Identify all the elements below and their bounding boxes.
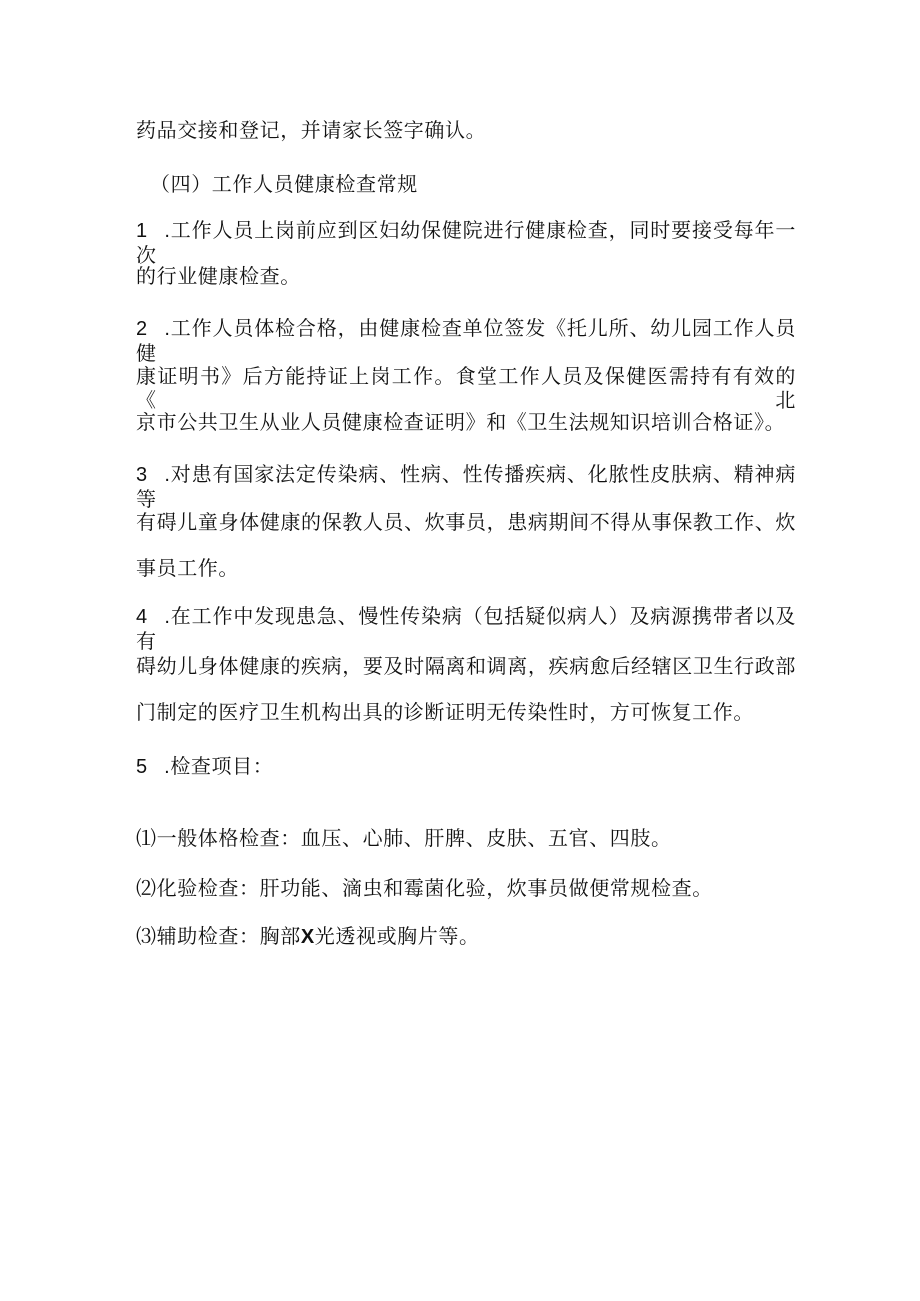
list-item-1 (136, 218, 796, 267)
paragraph-line (136, 118, 796, 142)
paragraph-line (136, 654, 796, 678)
item-separator: . (158, 606, 171, 628)
sub-item-2 (136, 876, 796, 900)
section-heading (150, 172, 810, 196)
list-item-2 (136, 316, 796, 365)
item-text: 有碍儿童身体健康的保教人员、炊事员，患病期间不得从事保教工作、炊 (136, 510, 796, 534)
item-separator: . (158, 220, 171, 242)
item-separator: . (158, 318, 171, 340)
x-ray-letter: X (300, 926, 315, 948)
paragraph-line (136, 410, 796, 434)
paragraph-line (136, 510, 796, 534)
sub-item-3 (136, 924, 796, 949)
item-number: 2 (136, 318, 148, 340)
item-text: 京市公共卫生从业人员健康检查证明》和《卫生法规知识培训合格证》。 (136, 410, 786, 434)
sub-item-text: ⑶辅助检查：胸部 (136, 924, 301, 948)
item-separator: . (158, 756, 171, 778)
paragraph-line (136, 700, 796, 724)
paragraph-line (136, 264, 796, 288)
item-text: 对患有国家法定传染病、性病、性传播疾病、化脓性皮肤病、精神病等 (136, 462, 796, 511)
item-text: 工作人员上岗前应到区妇幼保健院进行健康检查，同时要接受每年一次 (136, 218, 796, 267)
item-number: 1 (136, 220, 148, 242)
section-title: （四）工作人员健康检查常规 (150, 172, 418, 196)
paragraph-line (136, 364, 796, 412)
item-text: 事员工作。 (136, 556, 239, 580)
item-separator: . (158, 464, 171, 486)
list-item-5 (136, 754, 796, 779)
item-text: 门制定的医疗卫生机构出具的诊断证明无传染性时，方可恢复工作。 (136, 700, 754, 724)
item-text: 康证明书》后方能持证上岗工作。食堂工作人员及保健医需持有有效的《北 (136, 364, 796, 412)
list-item-4 (136, 604, 796, 653)
sub-item-1 (136, 826, 796, 850)
sub-item-text: ⑴一般体格检查：血压、心肺、肝脾、皮肤、五官、四肢。 (136, 826, 672, 850)
item-text: 在工作中发现患急、慢性传染病（包括疑似病人）及病源携带者以及有 (136, 604, 796, 653)
text-line: 药品交接和登记，并请家长签字确认。 (136, 118, 487, 142)
item-text: 检查项目： (170, 754, 274, 778)
item-number: 5 (136, 756, 148, 778)
sub-item-text: ⑵化验检查：肝功能、滴虫和霉菌化验，炊事员做便常规检查。 (136, 876, 713, 900)
item-text: 工作人员体检合格，由健康检查单位签发《托儿所、幼儿园工作人员健 (136, 316, 796, 365)
item-text: 的行业健康检查。 (136, 264, 301, 288)
item-text: 碍幼儿身体健康的疾病，要及时隔离和调离，疾病愈后经辖区卫生行政部 (136, 654, 796, 678)
item-number: 4 (136, 606, 148, 628)
sub-item-text: 光透视或胸片等。 (314, 924, 480, 948)
item-number: 3 (136, 464, 148, 486)
list-item-3 (136, 462, 796, 511)
paragraph-line (136, 556, 796, 580)
